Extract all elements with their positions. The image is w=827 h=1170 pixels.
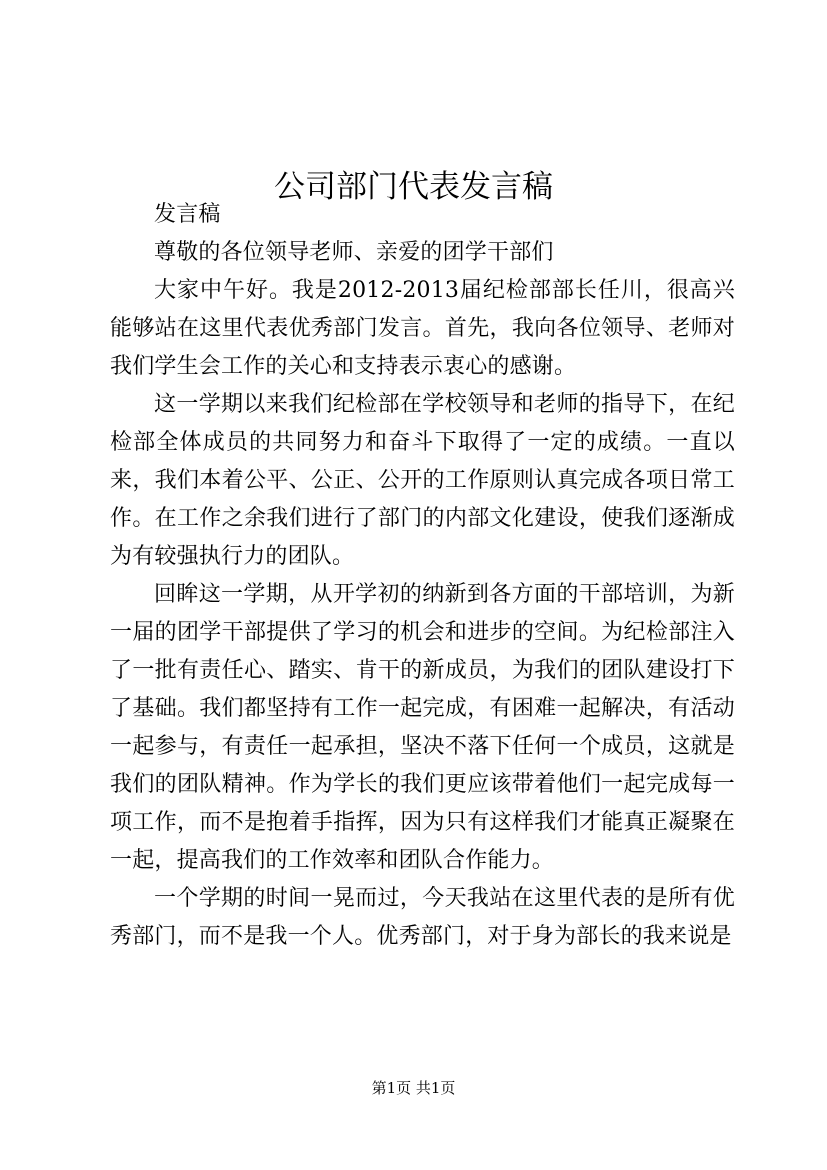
paragraph-greeting: 大家中午好。我是2012-2013届纪检部部长任川，很高兴能够站在这里代表优秀部门发言。首先，我向各位领导、老师对我们学生会工作的关心和支持表示衷心的感谢。 (110, 278, 735, 379)
paragraph-salutation: 尊敬的各位领导老师、亲爱的团学干部们 (154, 240, 554, 265)
document-body (110, 196, 735, 956)
paragraph-heading: 发言稿 (154, 202, 221, 227)
document-title: 公司部门代表发言稿 (274, 168, 553, 205)
paragraph-review: 回眸这一学期，从开学初的纳新到各方面的干部培训，为新一届的团学干部提供了学习的机会和进步的空间。为纪检部注入了一批有责任心、踏实、肯干的新成员，为我们的团队建设打下了基础。我们都坚持有工作一起完成，有困难一起解决，有活动一起参与，有责任一起承担，坚决不落下任何一个成员，这就是我们的团队精神。作为学长的我们更应该带着他们一起完成每一项工作，而不是抱着手指挥，因为只有这样我们才能真正凝聚在一起，提高我们的工作效率和团队合作能力。 (110, 582, 735, 873)
paragraph-achievements: 这一学期以来我们纪检部在学校领导和老师的指导下，在纪检部全体成员的共同努力和奋斗下取得了一定的成绩。一直以来，我们本着公平、公正、公开的工作原则认真完成各项日常工作。在工作之余我们进行了部门的内部文化建设，使我们逐渐成为有较强执行力的团队。 (110, 392, 735, 569)
paragraph-closing: 一个学期的时间一晃而过，今天我站在这里代表的是所有优秀部门，而不是我一个人。优秀部门，对于身为部长的我来说是 (110, 886, 735, 949)
page-footer: 第1页 共1页 (371, 1079, 456, 1097)
